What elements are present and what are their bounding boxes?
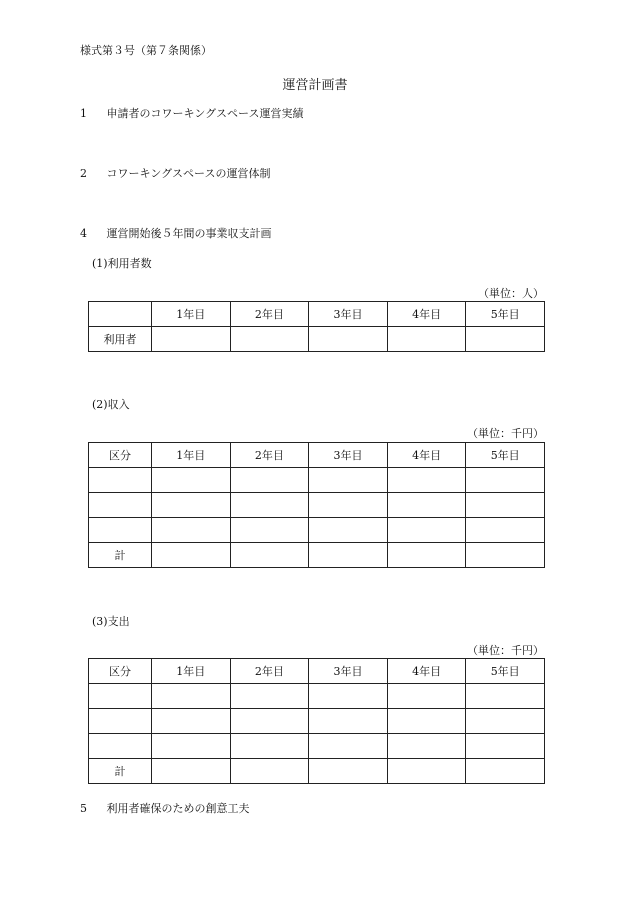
income-cell[interactable]	[230, 468, 309, 493]
expense-year-header: 2年目	[230, 659, 309, 684]
expense-cell[interactable]	[387, 709, 466, 734]
expense-cell[interactable]	[309, 709, 388, 734]
income-table-caption: (2)収入	[92, 398, 130, 411]
section-5-text: 利用者確保のための創意工夫	[106, 802, 250, 815]
income-cell[interactable]	[309, 493, 388, 518]
section-2-text: コワーキングスペースの運営体制	[106, 167, 271, 180]
income-head-label: 区分	[89, 443, 152, 468]
section-2	[80, 165, 271, 181]
expense-year-header: 3年目	[309, 659, 388, 684]
income-table	[88, 442, 545, 568]
expense-cell[interactable]	[152, 684, 231, 709]
income-cell[interactable]	[152, 493, 231, 518]
expense-table-caption: (3)支出	[92, 615, 130, 628]
users-year-header: 4年目	[387, 302, 466, 327]
users-table-caption: (1)利用者数	[92, 257, 152, 270]
income-cell[interactable]	[387, 493, 466, 518]
income-year-header: 5年目	[466, 443, 545, 468]
section-1-text: 申請者のコワーキングスペース運営実績	[106, 107, 304, 120]
expense-cell[interactable]	[387, 684, 466, 709]
income-total-label: 計	[89, 543, 152, 568]
users-corner-cell	[89, 302, 152, 327]
expense-year-header: 1年目	[152, 659, 231, 684]
expense-category-cell[interactable]	[89, 684, 152, 709]
income-year-header: 4年目	[387, 443, 466, 468]
expense-cell[interactable]	[387, 734, 466, 759]
income-year-header: 3年目	[309, 443, 388, 468]
users-table	[88, 301, 545, 352]
income-year-header: 1年目	[152, 443, 231, 468]
expense-year-header: 4年目	[387, 659, 466, 684]
income-cell[interactable]	[152, 468, 231, 493]
income-cell[interactable]	[230, 493, 309, 518]
expense-cell[interactable]	[230, 684, 309, 709]
section-2-number: 2	[80, 167, 87, 180]
expense-total-cell[interactable]	[230, 759, 309, 784]
expense-cell[interactable]	[152, 709, 231, 734]
section-4	[80, 225, 272, 241]
income-cell[interactable]	[152, 518, 231, 543]
expense-category-cell[interactable]	[89, 734, 152, 759]
income-table-unit: （単位：千円）	[467, 427, 544, 440]
expense-cell[interactable]	[230, 734, 309, 759]
expense-total-cell[interactable]	[387, 759, 466, 784]
expense-cell[interactable]	[466, 684, 545, 709]
section-4-text: 運営開始後５年間の事業収支計画	[106, 227, 272, 240]
income-category-cell[interactable]	[89, 468, 152, 493]
expense-head-label: 区分	[89, 659, 152, 684]
income-total-cell[interactable]	[466, 543, 545, 568]
income-cell[interactable]	[466, 493, 545, 518]
section-4-number: 4	[80, 227, 87, 240]
users-row-label: 利用者	[89, 327, 152, 352]
users-cell[interactable]	[466, 327, 545, 352]
users-cell[interactable]	[152, 327, 231, 352]
expense-cell[interactable]	[466, 734, 545, 759]
income-category-cell[interactable]	[89, 493, 152, 518]
section-1	[80, 105, 304, 121]
users-cell[interactable]	[309, 327, 388, 352]
income-cell[interactable]	[387, 518, 466, 543]
expense-cell[interactable]	[309, 684, 388, 709]
users-year-header: 2年目	[230, 302, 309, 327]
section-5-number: 5	[80, 802, 87, 815]
section-5	[80, 800, 250, 816]
users-year-header: 1年目	[152, 302, 231, 327]
users-year-header: 5年目	[466, 302, 545, 327]
expense-table-unit: （単位：千円）	[467, 644, 544, 657]
section-1-number: 1	[80, 107, 87, 120]
expense-cell[interactable]	[152, 734, 231, 759]
expense-cell[interactable]	[309, 734, 388, 759]
income-total-cell[interactable]	[387, 543, 466, 568]
income-cell[interactable]	[309, 518, 388, 543]
income-cell[interactable]	[387, 468, 466, 493]
expense-year-header: 5年目	[466, 659, 545, 684]
expense-total-label: 計	[89, 759, 152, 784]
expense-total-cell[interactable]	[152, 759, 231, 784]
expense-cell[interactable]	[230, 709, 309, 734]
page-title: 運営計画書	[282, 78, 348, 93]
form-number: 様式第３号（第７条関係）	[80, 44, 212, 57]
users-cell[interactable]	[230, 327, 309, 352]
users-year-header: 3年目	[309, 302, 388, 327]
income-total-cell[interactable]	[230, 543, 309, 568]
users-table-unit: （単位：人）	[478, 287, 544, 300]
users-cell[interactable]	[387, 327, 466, 352]
income-category-cell[interactable]	[89, 518, 152, 543]
expense-total-cell[interactable]	[466, 759, 545, 784]
income-total-cell[interactable]	[152, 543, 231, 568]
income-cell[interactable]	[466, 518, 545, 543]
income-cell[interactable]	[309, 468, 388, 493]
expense-total-cell[interactable]	[309, 759, 388, 784]
expense-cell[interactable]	[466, 709, 545, 734]
expense-table	[88, 658, 545, 784]
income-cell[interactable]	[230, 518, 309, 543]
income-total-cell[interactable]	[309, 543, 388, 568]
expense-category-cell[interactable]	[89, 709, 152, 734]
income-year-header: 2年目	[230, 443, 309, 468]
income-cell[interactable]	[466, 468, 545, 493]
